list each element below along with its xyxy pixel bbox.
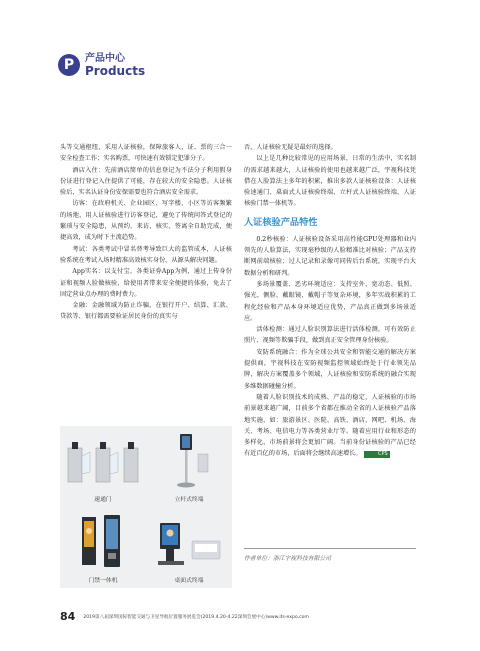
product-pole-terminal — [146, 426, 232, 507]
pole-terminal-icon — [146, 426, 232, 496]
paragraph: 多场景覆盖、恶劣环境适应：支持室外、宽动态、低照、强光、侧脸、戴眼镜、戴帽子等复杂环境，多年实战积累的工程化经验和产品本身环境适应优势，产品真正做到多场景适应。 — [244, 280, 416, 322]
speed-gate-icon — [60, 426, 146, 496]
page-footer — [60, 610, 309, 623]
product-label: 速通门 — [94, 497, 112, 503]
paragraph: 否，人证核验无疑是最好的选择。 — [244, 144, 337, 151]
paragraph: 酒店入住：先前酒店简单的信息登记为不法分子利用假身份证进行登记入住提供了可能，存在较大的安全隐患。人证核验后，实名认证身份安保需要也符合酒店安全需求。 — [60, 166, 232, 197]
paragraph: App实名：以支付宝、各类证券App为例，通过上传身份证和视频人脸做核验，给使用者带来安全便捷的体验，免去了固定营业点办理的费时费力。 — [60, 268, 232, 298]
product-speed-gate — [60, 426, 146, 507]
cps-badge: CPS — [364, 451, 390, 458]
product-label: 门禁一体机 — [88, 578, 118, 584]
product-label: 桌面式终端 — [174, 578, 204, 584]
left-column — [60, 142, 232, 323]
paragraph: 头等交通枢纽，采用人证核验，保障旅客人、证、票的三合一安全检查工作；实名购票，可快速有效锁定犯罪分子。 — [60, 144, 232, 163]
product-desktop-terminal — [146, 507, 232, 588]
paragraph: 金融：金融领域为防止诈骗，在银行开户、结算、汇款、贷款等、银行都需要验证居民身份的真实与 — [60, 302, 232, 321]
page-number: 84 — [60, 610, 76, 623]
paragraph — [244, 392, 416, 460]
product-photo-grid — [60, 426, 232, 588]
desktop-terminal-icon — [146, 507, 232, 577]
paragraph: 以上是几种比较常见的应用场景，日常的生活中，实名制的需求越来越大，人证核验的使用也越来越广泛，宇视科技凭借在人脸算法上多年的积累，推出多款人证核验设备：人证核验速通门、桌面式人证核验终端、立杆式人证核验终端、人证核验门禁一体机等。 — [244, 155, 416, 208]
paragraph: 活体检测：通过人脸识别算法进行活体检测，可有效防止照片、视频等欺骗手段，做到真正安全管理身份核验。 — [244, 326, 416, 345]
section-title-cn: 产品中心 — [85, 52, 125, 64]
paragraph-text: 随着人脸识别技术的成熟、产品的稳定，人证核验的市场前景越来越广阔，目前多个省都在推动全省的人证核验产品落地实施，如：旅游景区、医院、高铁、酒店、网吧、机场、海关、考场、电信电力等各类营业厅等。随着应用行业和形态的多样化，市场前景将会更加广阔。当前身份证核验的产品已经有近百亿的市场，后面将会继续高速增长。 — [244, 393, 416, 458]
paragraph: 0.2秒核验：人证核验设备采用高性能GPU处理器和业内领先的人脸算法，实现毫秒级的人脸精准比对核验；产品支持断网前端核验；过人记录和录像可同传后台系统，实现平台大数据分析和研判。 — [244, 235, 416, 277]
paragraph: 考试：各类考试中冒名替考导致巨大的监管成本，人证核验系统在考试入场时精准高效核实身份，从源头解决问题。 — [60, 245, 232, 264]
products-logo-icon: P — [58, 54, 80, 76]
footer-text: 2019第八届深圳国际智能交通与卫星导航位置服务展览会(2019.4.20-4.22深圳会展中心)www.its-expo.com — [83, 614, 309, 620]
section-title-en: Products — [85, 63, 146, 78]
subsection-title: 人证核验产品特性 — [244, 216, 318, 228]
product-access-terminal — [60, 507, 146, 588]
paragraph: 安防系统融合：作为全球公共安全和智能交通的解决方案提供商，宇视科技在安防视频监控领域始终处于行业领先品牌，解决方案覆盖多个领域，人证核验和安防系统的融合实现多维数据碰撞分析。 — [244, 348, 416, 390]
right-column — [244, 142, 416, 460]
product-label: 立杆式终端 — [174, 497, 204, 503]
access-terminal-icon — [60, 507, 146, 577]
section-header — [58, 48, 145, 82]
author-affiliation: 作者单位：浙江宇视科技有限公司 — [244, 548, 416, 562]
paragraph: 访客：在政府机关、企业园区、写字楼、小区等访客频繁的场地，用人证核验进行访客登记，避免了传统问答式登记的繁琐与安全隐患，从预约、来访、核实、签离全自助完成，便捷高效，成为时下主流趋势。 — [60, 200, 232, 242]
